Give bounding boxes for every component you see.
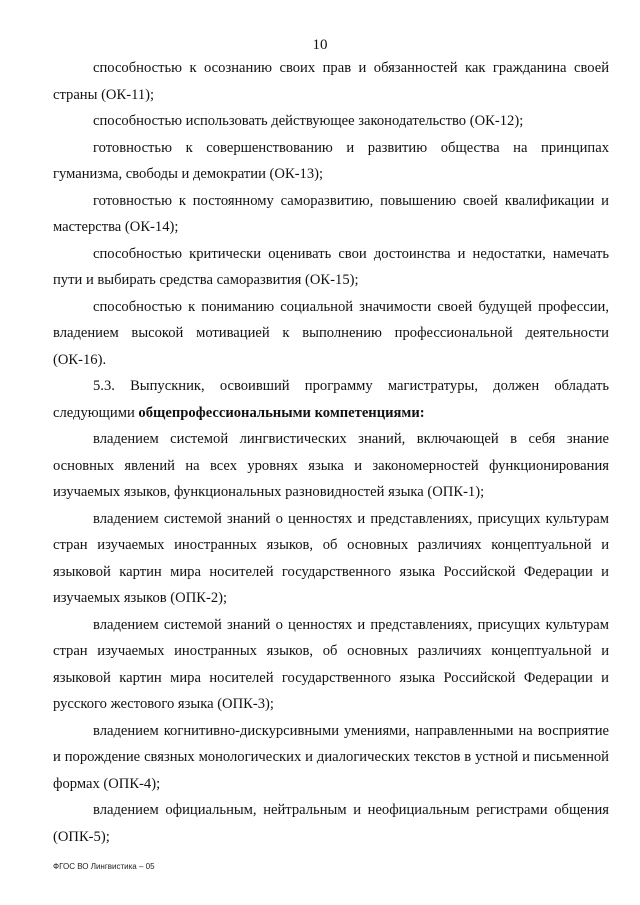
paragraph-opk-5: владением официальным, нейтральным и неофициальным регистрами общения (ОПК-5); [53, 802, 609, 845]
footer-label: ФГОС ВО Лингвистика – 05 [53, 862, 155, 871]
body-text [53, 55, 609, 850]
paragraph-ok-16: способностью к пониманию социальной значимости своей будущей профессии, владением высокой мотивацией к выполнению профессиональной деятельности (ОК-16). [53, 298, 609, 368]
paragraph-ok-11: способностью к осознанию своих прав и обязанностей как гражданина своей страны (ОК-11); [53, 60, 609, 103]
page-number: 10 [312, 37, 328, 53]
section-5-3-heading [53, 373, 609, 426]
paragraph-opk-4: владением когнитивно-дискурсивными умениями, направленными на восприятие и порождение связных монологических и диалогических текстов в устной и письменной формах (ОПК-4); [53, 722, 609, 792]
paragraph-opk-2: владением системой знаний о ценностях и представлениях, присущих культурам стран изучаемых иностранных языков, об основных различиях концептуальной и языковой картин мира носителей государственного языка Российской Федерации и изучаемых языков (ОПК-2); [53, 510, 609, 606]
paragraph-ok-14: готовностью к постоянному саморазвитию, повышению своей квалификации и мастерства (ОК-14); [53, 192, 609, 235]
section-lead-text: 5.3. Выпускник, освоивший программу магистратуры, должен обладать следующими [53, 378, 609, 421]
paragraph-ok-12: способностью использовать действующее законодательство (ОК-12); [93, 113, 524, 129]
paragraph-opk-1: владением системой лингвистических знаний, включающей в себя знание основных явлений на всех уровнях языка и закономерностей функционирования изучаемых языков, функциональных разновидностей языка (ОПК-1); [53, 431, 609, 500]
paragraph-ok-13: готовностью к совершенствованию и развитию общества на принципах гуманизма, свободы и демократии (ОК-13); [53, 139, 609, 182]
paragraph-ok-15: способностью критически оценивать свои достоинства и недостатки, намечать пути и выбирать средства саморазвития (ОК-15); [53, 245, 609, 288]
paragraph-opk-3: владением системой знаний о ценностях и представлениях, присущих культурам стран изучаемых иностранных языков, об основных различиях концептуальной и языковой картин мира носителей государственного языка Российской Федерации и русского жестового языка (ОПК-3); [53, 616, 609, 712]
section-bold-text: общепрофессиональными компетенциями: [138, 404, 425, 421]
